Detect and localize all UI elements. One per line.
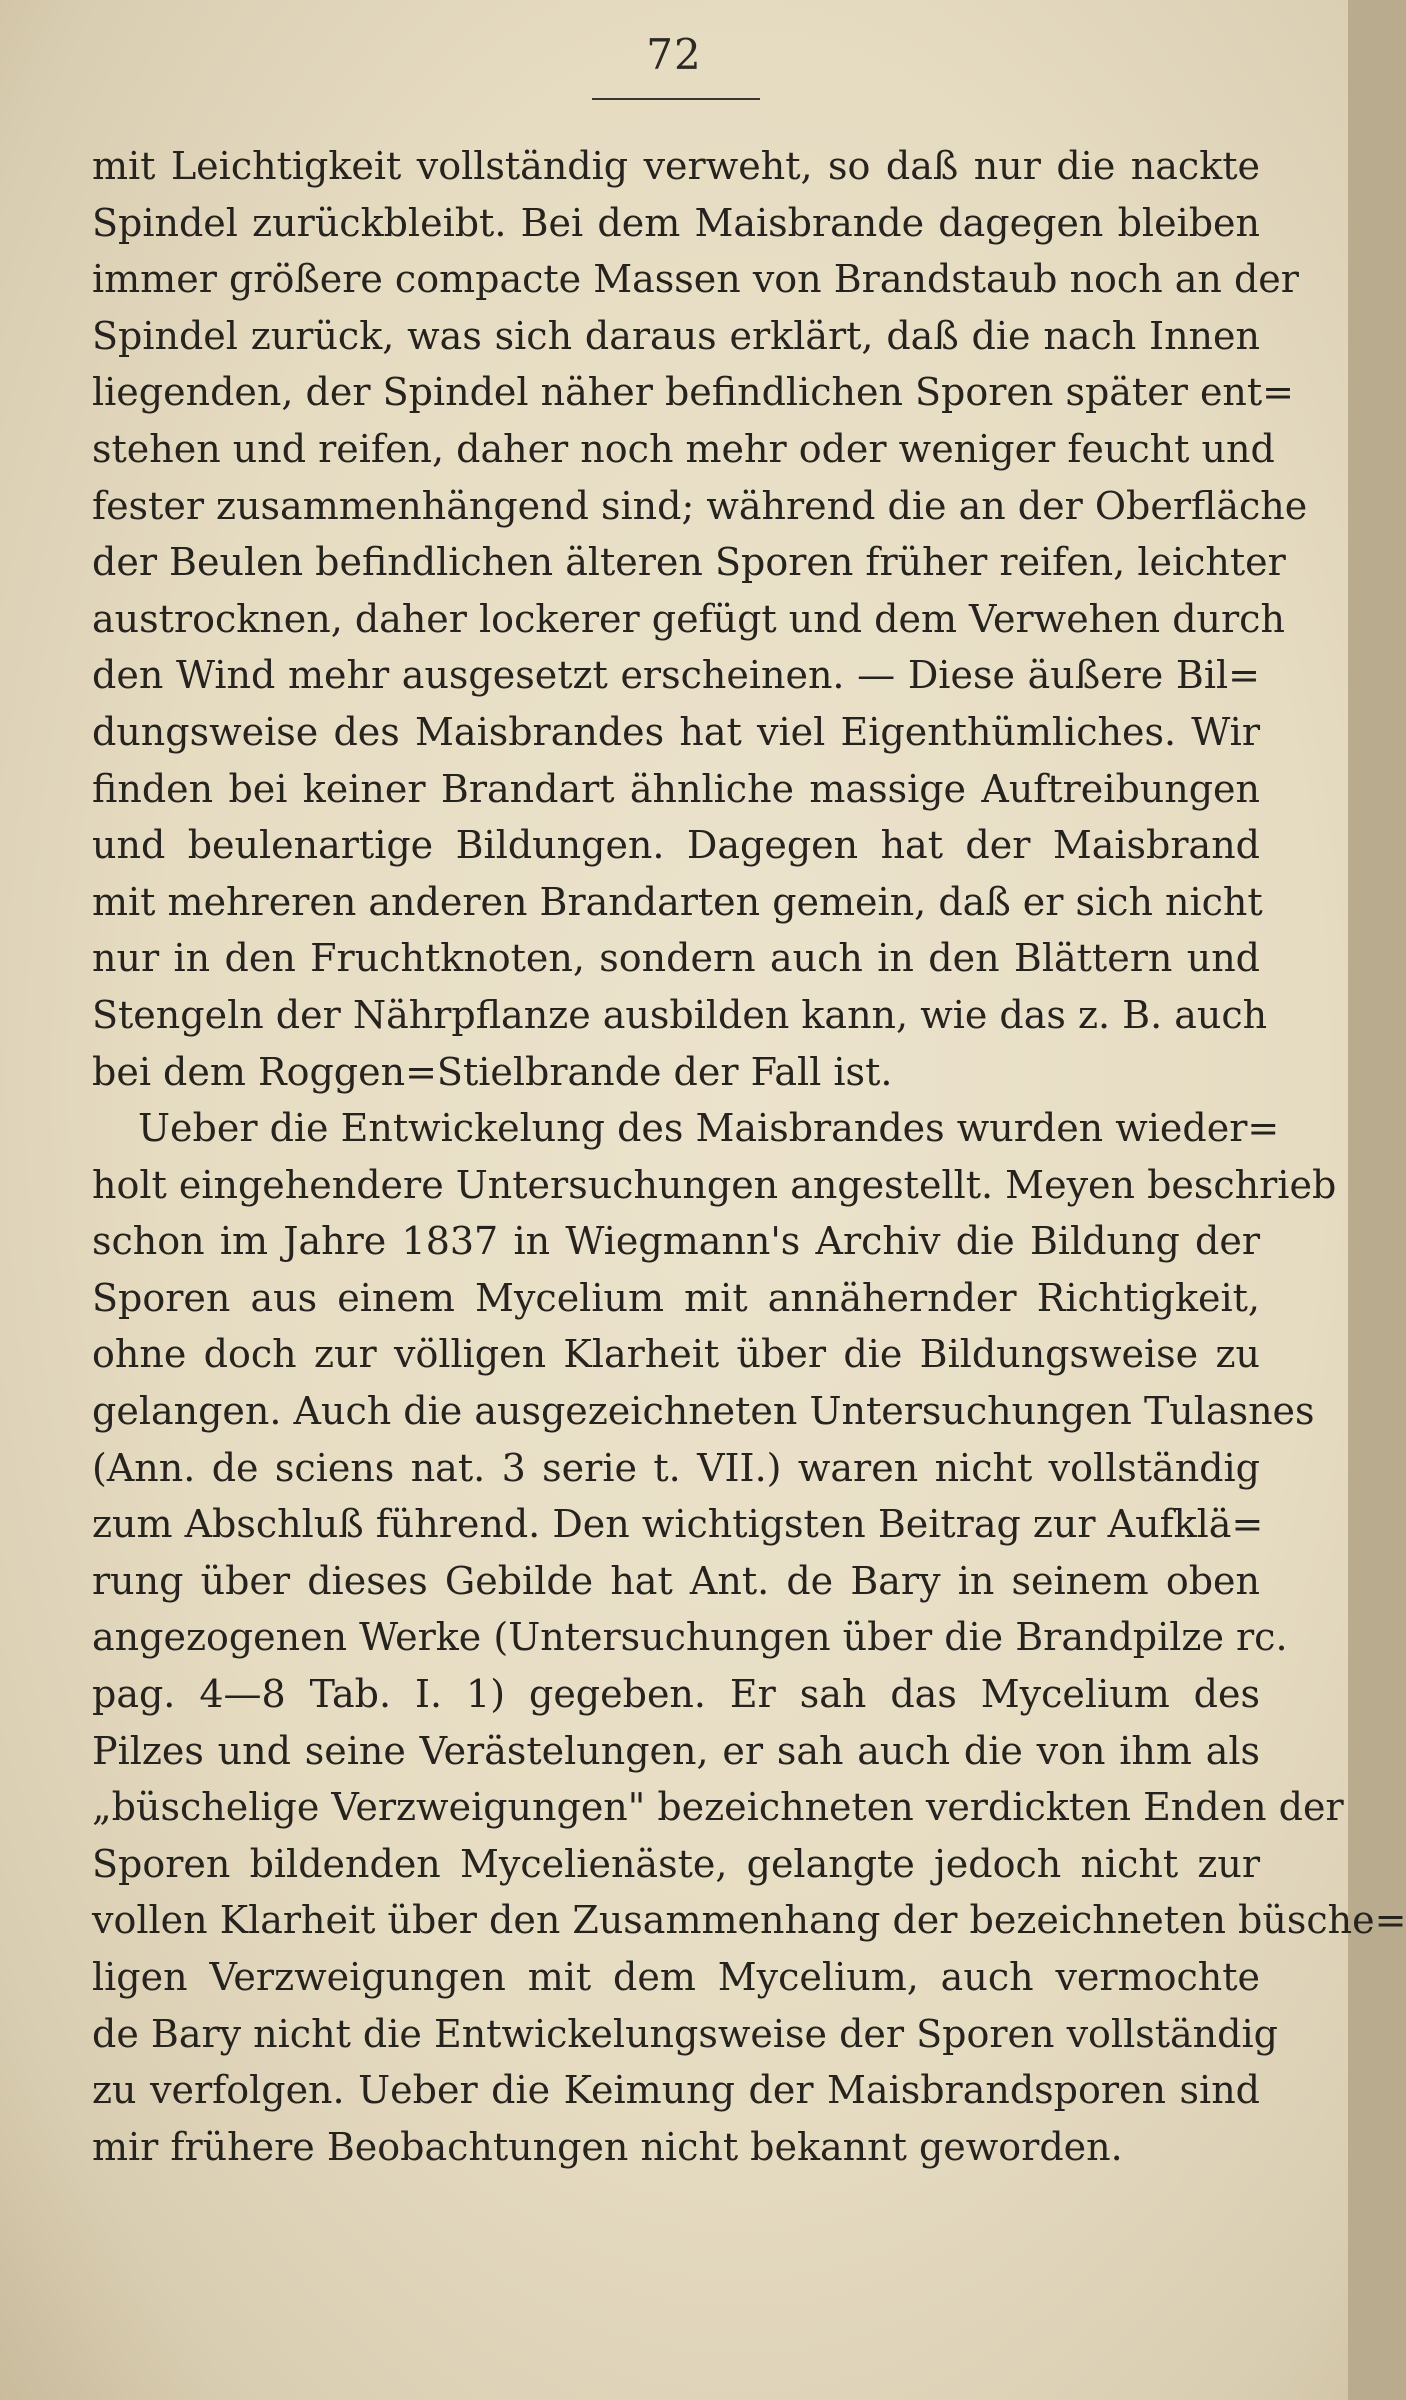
text-line: Stengeln der Nährpflanze ausbilden kann, wie das z. B. auch (92, 992, 1268, 1037)
text-line: Ueber die Entwickelung des Maisbrandes wurden wieder= (138, 1106, 1280, 1151)
body-text (92, 138, 1406, 2175)
text-line: pag. 4—8 Tab. I. 1) gegeben. Er sah das Mycelium des (92, 1672, 1260, 1717)
text-line: schon im Jahre 1837 in Wiegmann's Archiv die Bildung der (92, 1219, 1260, 1264)
text-line: fester zusammenhängend sind; während die an der Oberfläche (92, 483, 1308, 528)
text-line: Sporen aus einem Mycelium mit annähernder Richtigkeit, (92, 1275, 1260, 1320)
text-line: finden bei keiner Brandart ähnliche massige Auftreibungen (92, 766, 1260, 811)
header-rule (592, 98, 760, 100)
text-line: der Beulen befindlichen älteren Sporen früher reifen, leichter (92, 540, 1286, 585)
text-line: bei dem Roggen=Stielbrande der Fall ist. (92, 1049, 893, 1094)
text-line: gelangen. Auch die ausgezeichneten Untersuchungen Tulasnes (92, 1389, 1315, 1434)
text-line: Pilzes und seine Verästelungen, er sah auch die von ihm als (92, 1728, 1260, 1773)
text-line: zu verfolgen. Ueber die Keimung der Maisbrandsporen sind (92, 2068, 1260, 2113)
text-line: liegenden, der Spindel näher befindlichen Sporen später ent= (92, 370, 1295, 415)
text-line: rung über dieses Gebilde hat Ant. de Bary in seinem oben (92, 1558, 1260, 1603)
text-line: stehen und reifen, daher noch mehr oder weniger feucht und (92, 426, 1275, 471)
text-line: nur in den Fruchtknoten, sondern auch in den Blättern und (92, 936, 1260, 981)
text-line: Spindel zurück, was sich daraus erklärt, daß die nach Innen (92, 313, 1260, 358)
text-line: „büschelige Verzweigungen" bezeichneten verdickten Enden der (92, 1785, 1344, 1830)
text-line: ligen Verzweigungen mit dem Mycelium, auch vermochte (92, 1955, 1260, 1999)
text-line: (Ann. de sciens nat. 3 serie t. VII.) waren nicht vollständig (92, 1445, 1260, 1490)
text-line: mir frühere Beobachtungen nicht bekannt geworden. (92, 2124, 1123, 2169)
text-line: austrocknen, daher lockerer gefügt und dem Verwehen durch (92, 596, 1285, 641)
text-line: de Bary nicht die Entwickelungsweise der Sporen vollständig (92, 2011, 1278, 2056)
text-line: Spindel zurückbleibt. Bei dem Maisbrande dagegen bleiben (92, 200, 1260, 245)
text-line: mit Leichtigkeit vollständig verweht, so daß nur die nackte (92, 144, 1260, 188)
text-line: ohne doch zur völligen Klarheit über die Bildungsweise zu (92, 1332, 1260, 1377)
text-line: mit mehreren anderen Brandarten gemein, daß er sich nicht (92, 879, 1263, 924)
text-line: Sporen bildenden Mycelienäste, gelangte jedoch nicht zur (92, 1841, 1260, 1886)
text-line: und beulenartige Bildungen. Dagegen hat der Maisbrand (92, 823, 1260, 868)
text-line: immer größere compacte Massen von Brandstaub noch an der (92, 257, 1299, 302)
text-line: den Wind mehr ausgesetzt erscheinen. — Diese äußere Bil= (92, 653, 1260, 698)
text-line: dungsweise des Maisbrandes hat viel Eigenthümliches. Wir (92, 709, 1260, 754)
text-line: vollen Klarheit über den Zusammenhang der bezeichneten büsche= (92, 1898, 1406, 1943)
text-line: holt eingehendere Untersuchungen angestellt. Meyen beschrieb (92, 1162, 1337, 1207)
text-line: angezogenen Werke (Untersuchungen über die Brandpilze rc. (92, 1615, 1288, 1660)
text-line: zum Abschluß führend. Den wichtigsten Beitrag zur Aufklä= (92, 1502, 1264, 1547)
page-number: 72 (646, 30, 702, 79)
